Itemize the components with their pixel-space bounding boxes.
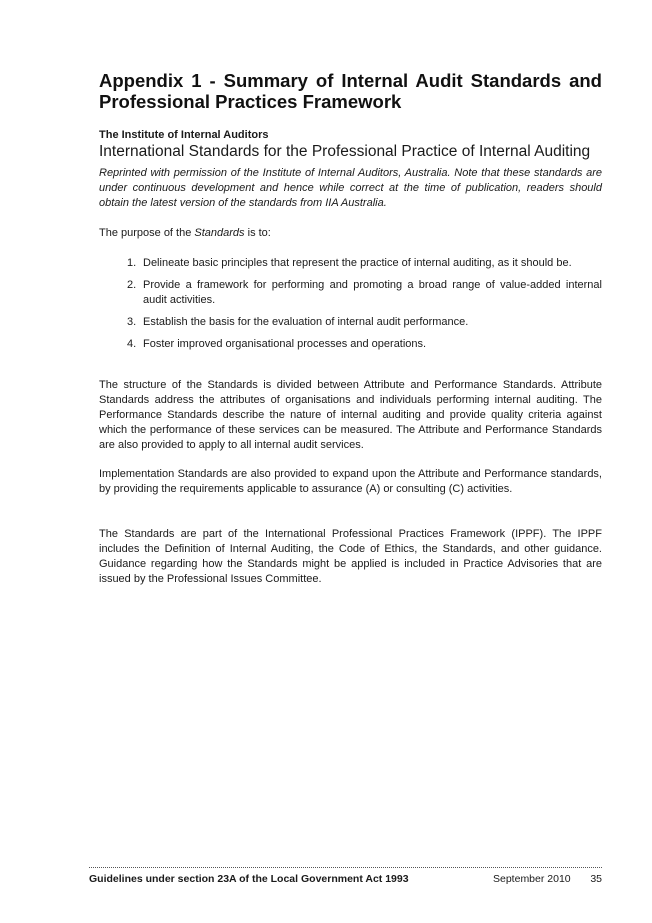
paragraph-structure: The structure of the Standards is divided between Attribute and Performance Standards. Attribute Standards address the attributes of organisations and individuals performing internal auditing. The Performance Standards describe the nature of internal auditing and provide quality criteria against which the performance of these services can be measured. The Attribute and Performance Standards are also provided to apply to all internal audit services.	[99, 379, 602, 451]
paragraph-implementation: Implementation Standards are also provided to expand upon the Attribute and Performance standards, by providing the requirements applicable to assurance (A) or consulting (C) activities.	[99, 468, 602, 495]
purpose-intro-emph: Standards	[194, 227, 245, 239]
list-item-number: 3.	[127, 316, 137, 328]
purpose-intro	[99, 226, 271, 241]
list-item	[99, 278, 602, 308]
page-title: Appendix 1 - Summary of Internal Audit Standards and Professional Practices Framework	[99, 70, 602, 112]
list-item-text: Foster improved organisational processes and operations.	[143, 338, 427, 350]
list-item-number: 1.	[127, 257, 137, 269]
list-item	[99, 315, 602, 330]
list-item-text: Delineate basic principles that represent the practice of internal auditing, as it should be.	[143, 257, 572, 269]
list-item-number: 4.	[127, 338, 137, 350]
reprint-note: Reprinted with permission of the Institute of Internal Auditors, Australia. Note that these standards are under continuous development and hence while correct at the time of publication, readers should obtain the latest version of the standards from IIA Australia.	[99, 167, 602, 209]
footer-title: Guidelines under section 23A of the Local Government Act 1993	[89, 873, 409, 885]
list-item	[99, 337, 602, 352]
organisation-name: The Institute of Internal Auditors	[99, 129, 269, 141]
list-item-text: Establish the basis for the evaluation of internal audit performance.	[143, 316, 469, 328]
footer-divider	[89, 867, 602, 868]
standards-subtitle: International Standards for the Professional Practice of Internal Auditing	[99, 143, 591, 160]
page-number: 35	[590, 873, 602, 885]
purpose-intro-before: The purpose of the	[99, 227, 195, 239]
page-footer	[89, 873, 602, 887]
list-item-number: 2.	[127, 279, 137, 291]
list-item-text: Provide a framework for performing and promoting a broad range of value-added internal audit activities.	[143, 279, 602, 306]
purpose-list	[99, 256, 602, 359]
footer-date: September 2010	[493, 873, 571, 885]
list-item	[99, 256, 602, 271]
paragraph-ippf: The Standards are part of the International Professional Practices Framework (IPPF). The IPPF includes the Definition of Internal Auditing, the Code of Ethics, the Standards, and other guidance. Guidance regarding how the Standards might be applied is included in Practice Advisories that are issued by the Professional Issues Committee.	[99, 528, 602, 585]
purpose-intro-after: is to:	[244, 227, 271, 239]
